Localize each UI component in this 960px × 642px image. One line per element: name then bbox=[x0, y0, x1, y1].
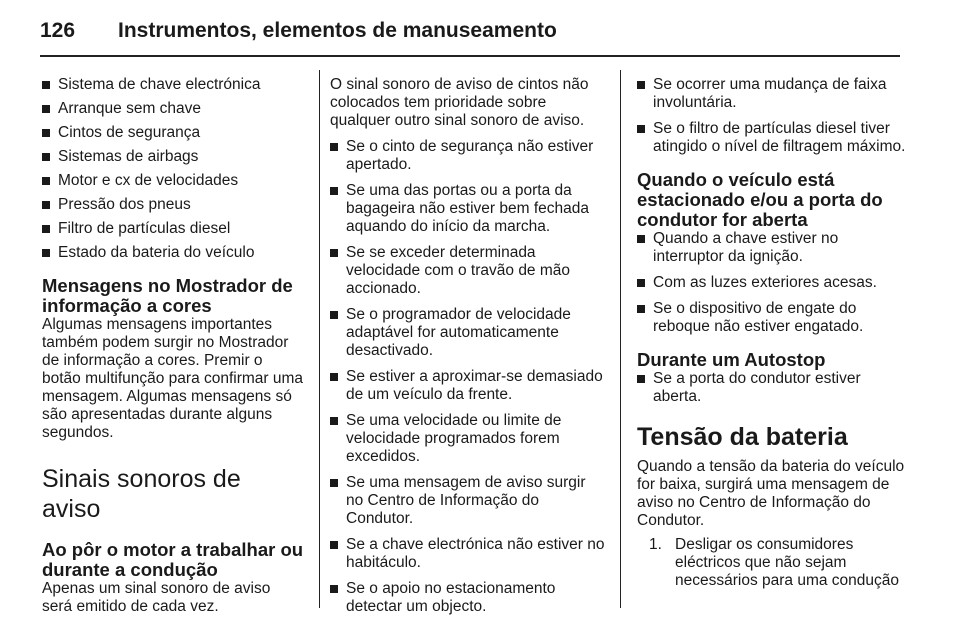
warning-list-continued bbox=[637, 76, 907, 156]
list-item: Com as luzes exteriores acesas. bbox=[637, 274, 907, 292]
list-item: Se uma velocidade ou limite de velocidade programados forem excedidos. bbox=[330, 412, 605, 466]
paragraph-ao-por-motor: Apenas um sinal sonoro de aviso será emitido de cada vez. bbox=[42, 580, 271, 615]
feature-list bbox=[42, 76, 304, 262]
list-item: Se o apoio no estacionamento detectar um objecto. bbox=[330, 580, 605, 616]
list-item: Arranque sem chave bbox=[42, 100, 304, 118]
list-item: Se estiver a aproximar-se demasiado de um veículo da frente. bbox=[330, 368, 605, 404]
paragraph-intro-cintos: O sinal sonoro de aviso de cintos não colocados tem prioridade sobre qualquer outro sinal sonoro de aviso. bbox=[330, 76, 589, 129]
bullet-icon bbox=[42, 105, 50, 113]
page-title: Instrumentos, elementos de manuseamento bbox=[118, 19, 557, 42]
column-3 bbox=[637, 76, 907, 590]
list-item: Se o programador de velocidade adaptável for automaticamente desactivado. bbox=[330, 306, 605, 360]
list-item bbox=[649, 536, 907, 590]
bullet-icon bbox=[42, 225, 50, 233]
list-item: Filtro de partículas diesel bbox=[42, 220, 304, 238]
list-item: Estado da bateria do veículo bbox=[42, 244, 304, 262]
bullet-icon bbox=[330, 311, 338, 319]
bullet-icon bbox=[42, 249, 50, 257]
list-item: Se o filtro de partículas diesel tiver atingido o nível de filtragem máximo. bbox=[637, 120, 907, 156]
step-text: Desligar os consumidores eléctricos que não sejam necessários para uma condução bbox=[675, 536, 900, 589]
column-1 bbox=[42, 76, 304, 616]
list-item: Cintos de segurança bbox=[42, 124, 304, 142]
page-number: 126 bbox=[40, 19, 76, 42]
bullet-icon bbox=[637, 305, 645, 313]
list-item: Quando a chave estiver no interruptor da ignição. bbox=[637, 230, 907, 266]
list-item: Sistema de chave electrónica bbox=[42, 76, 304, 94]
bullet-icon bbox=[330, 143, 338, 151]
bullet-icon bbox=[330, 585, 338, 593]
bullet-icon bbox=[637, 125, 645, 133]
list-item: Pressão dos pneus bbox=[42, 196, 304, 214]
bullet-icon bbox=[42, 201, 50, 209]
heading-mensagens: Mensagens no Mostrador de informação a cores bbox=[42, 275, 293, 316]
column-divider-1 bbox=[319, 70, 320, 608]
step-number: 1. bbox=[649, 536, 662, 553]
bullet-icon bbox=[637, 279, 645, 287]
page-header bbox=[40, 16, 900, 46]
bullet-icon bbox=[637, 235, 645, 243]
warning-list bbox=[330, 138, 605, 616]
list-item: Se uma mensagem de aviso surgir no Centro de Informação do Condutor. bbox=[330, 474, 605, 528]
column-divider-2 bbox=[620, 70, 621, 608]
heading-ao-por-motor: Ao pôr o motor a trabalhar ou durante a condução bbox=[42, 539, 304, 580]
bullet-icon bbox=[330, 541, 338, 549]
list-item: Motor e cx de velocidades bbox=[42, 172, 304, 190]
bullet-icon bbox=[330, 479, 338, 487]
heading-estacionado: Quando o veículo está estacionado e/ou a porta do condutor for aberta bbox=[637, 169, 883, 230]
bullet-icon bbox=[330, 373, 338, 381]
list-item: Sistemas de airbags bbox=[42, 148, 304, 166]
bullet-icon bbox=[330, 187, 338, 195]
bullet-icon bbox=[637, 375, 645, 383]
list-item: Se a porta do condutor estiver aberta. bbox=[637, 370, 907, 406]
list-item: Se a chave electrónica não estiver no habitáculo. bbox=[330, 536, 605, 572]
bullet-icon bbox=[42, 153, 50, 161]
header-rule bbox=[40, 55, 900, 57]
bullet-icon bbox=[42, 129, 50, 137]
bullet-icon bbox=[42, 177, 50, 185]
list-item: Se o cinto de segurança não estiver apertado. bbox=[330, 138, 605, 174]
bullet-icon bbox=[637, 81, 645, 89]
section-title-tensao: Tensão da bateria bbox=[637, 423, 848, 451]
bullet-icon bbox=[330, 249, 338, 257]
section-title-sinais: Sinais sonoros de aviso bbox=[42, 465, 241, 523]
column-2 bbox=[330, 76, 605, 624]
steps-list bbox=[637, 536, 907, 590]
list-item: Se se exceder determinada velocidade com o travão de mão accionado. bbox=[330, 244, 605, 298]
heading-autostop: Durante um Autostop bbox=[637, 349, 826, 370]
parked-warning-list bbox=[637, 230, 907, 336]
paragraph-tensao: Quando a tensão da bateria do veículo for baixa, surgirá uma mensagem de aviso no Centro de Informação do Condutor. bbox=[637, 458, 905, 529]
paragraph-mensagens: Algumas mensagens importantes também podem surgir no Mostrador de informação a cores. Premir o botão multifunção para confirmar uma mensagem. Algumas mensagens só são apresentadas durante alguns segundos. bbox=[42, 316, 304, 441]
list-item: Se uma das portas ou a porta da bagageira não estiver bem fechada aquando do início da marcha. bbox=[330, 182, 605, 236]
autostop-warning-list bbox=[637, 370, 907, 406]
list-item: Se ocorrer uma mudança de faixa involuntária. bbox=[637, 76, 907, 112]
bullet-icon bbox=[330, 417, 338, 425]
list-item: Se o dispositivo de engate do reboque não estiver engatado. bbox=[637, 300, 907, 336]
bullet-icon bbox=[42, 81, 50, 89]
